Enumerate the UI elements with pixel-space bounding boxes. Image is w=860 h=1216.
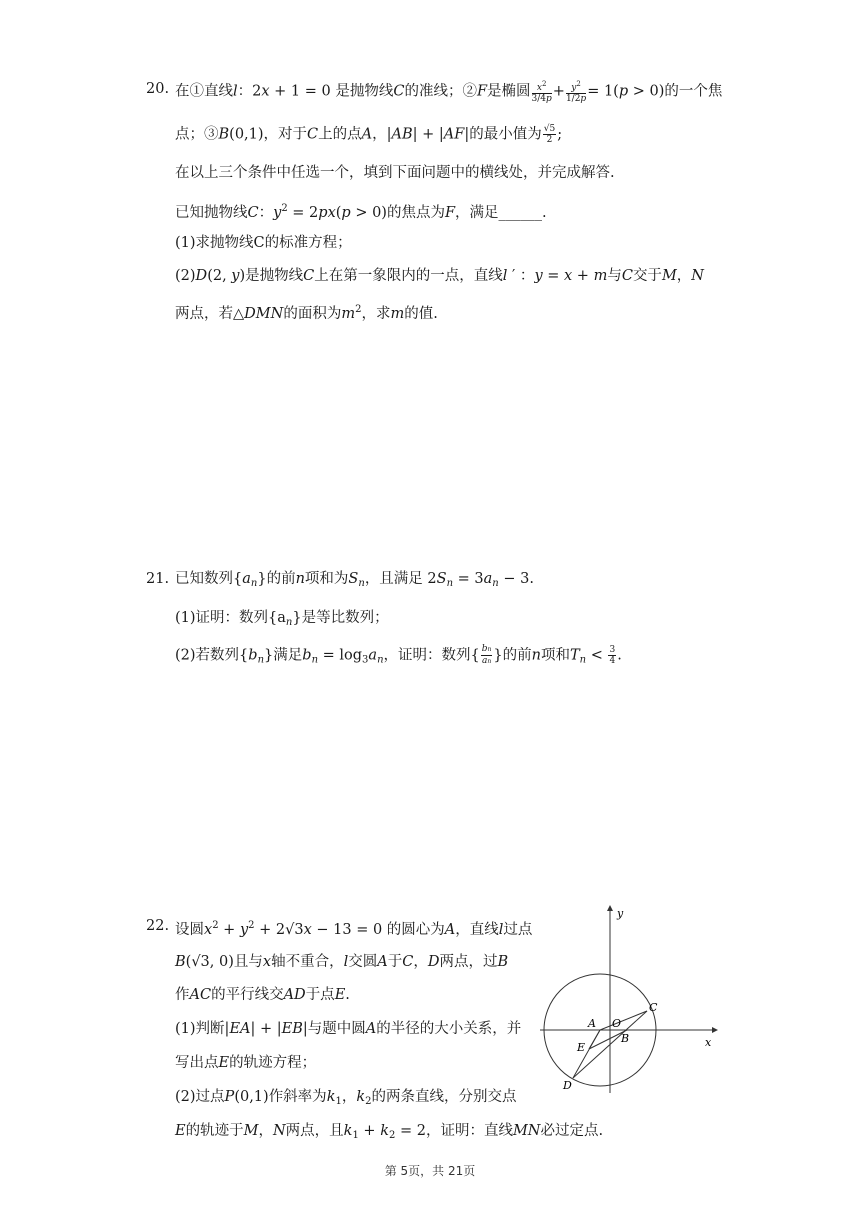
label-c: C	[649, 1001, 658, 1014]
q20-line-6: (2)D(2, y)是抛物线C上在第一象限内的一点，直线l ′ ：y = x + m与C交于M，N	[175, 268, 704, 284]
label-d: D	[563, 1079, 572, 1092]
q22-line-7: E的轨迹于M，N两点，且$k_1 + k_2 = 2$，证明：直线MN必过定点.	[175, 1123, 604, 1141]
q21-number: 21.	[146, 571, 170, 587]
label-a: A	[588, 1017, 596, 1030]
label-o: O	[612, 1017, 622, 1030]
q20-line-5: (1)求抛物线C的标准方程；	[175, 235, 352, 251]
x-axis-label: x	[705, 1036, 712, 1049]
y-axis-label: y	[617, 907, 624, 920]
label-e: E	[577, 1041, 586, 1054]
q21-line-2: (1)证明：数列$\{a_n\}$是等比数列；	[175, 610, 389, 628]
q20-line-1: 在①直线l：2x + 1 = 0 是抛物线C的准线；②F是椭圆 $\frac{x^2}{3/4p}$ + $\frac{y^2}{1/2p}$ = 1(p > 0)的一个焦	[175, 80, 723, 104]
q20-line-4: 已知抛物线C：$y^2 = 2px(p > 0)$的焦点为F，满足______.	[175, 203, 547, 221]
q22-line-6: (2)过点P(0,1)作斜率为$k_1$，$k_2$的两条直线，分别交点	[175, 1089, 517, 1107]
q20-line-7: 两点，若△DMN的面积为$m^2$，求m的值.	[175, 304, 438, 322]
line-ac	[600, 1011, 647, 1030]
q21-line-1: 已知数列$\{a_n\}$的前n项和为$S_n$，且满足 $2S_n = 3a_n - 3$.	[175, 571, 534, 589]
q20-line-2: 点；③B(0,1)，对于C上的点A，|AB| + |AF|的最小值为 $\frac{√5}{2}$ ;	[175, 124, 563, 145]
q22-line-1: 设圆$x^2 + y^2 + 2√3x - 13 = 0$ 的圆心为A，直线l过点	[175, 920, 533, 938]
q22-figure	[535, 903, 720, 1098]
q22-number: 22.	[146, 918, 170, 934]
q20-line-3: 在以上三个条件中任选一个，填到下面问题中的横线处，并完成解答.	[175, 165, 615, 181]
q22-line-2: B(√3, 0)且与x轴不重合，l交圆A于C，D两点，过B	[175, 954, 509, 970]
label-b: B	[621, 1032, 630, 1045]
y-axis-arrow	[607, 905, 613, 911]
q22-line-4: (1)判断|EA| + |EB|与题中圆A的半径的大小关系，并	[175, 1021, 522, 1037]
q22-line-5: 写出点E的轨迹方程；	[175, 1055, 317, 1071]
x-axis-arrow	[712, 1027, 718, 1033]
q22-line-3: 作AC的平行线交AD于点E.	[175, 987, 350, 1003]
q21-line-3: (2)若数列$\{b_n\}$满足$b_n = \log_3a_n$，证明：数列{ $\frac{bn}{an}$ }的前n项和$T_n$ < $\frac{3}{4}$ .	[175, 644, 622, 666]
page-footer: 第 5页，共 21页	[384, 1164, 476, 1178]
q20-number: 20.	[146, 81, 170, 97]
